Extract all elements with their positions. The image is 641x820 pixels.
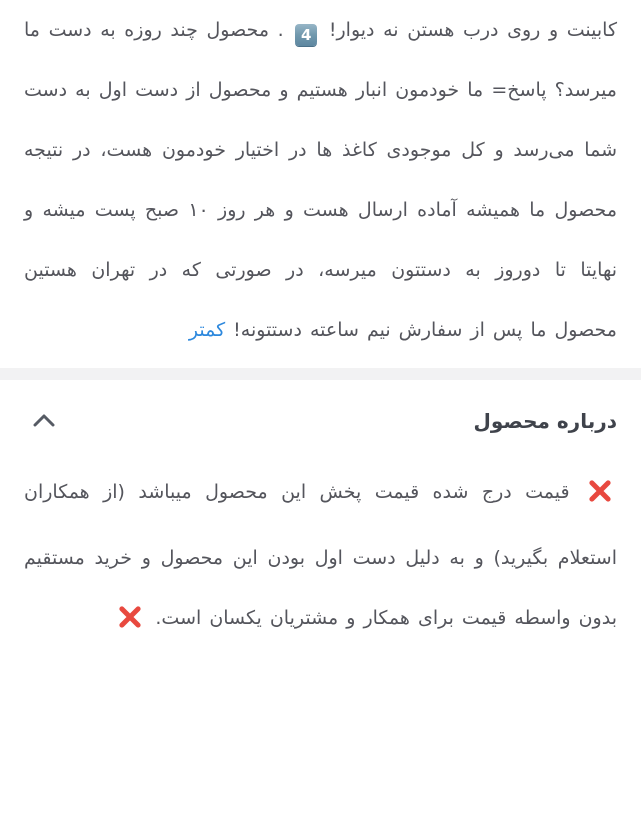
about-section-paragraph [0, 462, 641, 654]
product-description-paragraph [0, 0, 641, 360]
show-less-link[interactable]: کمتر [188, 319, 226, 341]
cross-mark-icon [587, 468, 613, 528]
collapse-section-button[interactable] [24, 407, 64, 436]
keycap-4-badge: 4 [295, 24, 317, 46]
chevron-up-icon [32, 413, 56, 430]
about-body-text: قیمت درج شده قیمت پخش این محصول میباشد (از همکاران استعلام بگیرید) و به دلیل دست اول بودن این محصول و خرید مستقیم بدون واسطه قیمت برای همکار و مشتریان یکسان است. [24, 481, 617, 629]
section-divider [0, 368, 641, 380]
description-text-after-badge: . محصول چند روزه به دست ما میرسد؟ پاسخ= ما خودمون انبار هستیم و محصول از دست اول به دست شما می‌رسد و کل موجودی کاغذ ها در اختیار خودمون هست، در نتیجه محصول ما همیشه آماده ارسال هست و هر روز ۱۰ صبح پست میشه و نهایتا تا دوروز به دستتون میرسه، در صورتی که در تهران هستین محصول ما پس از سفارش نیم ساعته دستتونه! [24, 19, 617, 341]
cross-mark-icon [117, 594, 143, 654]
about-section-header [24, 406, 617, 436]
about-section-title: درباره محصول [473, 409, 617, 433]
description-text-before-badge: کابینت و روی درب هستن نه دیوار! [320, 19, 617, 41]
